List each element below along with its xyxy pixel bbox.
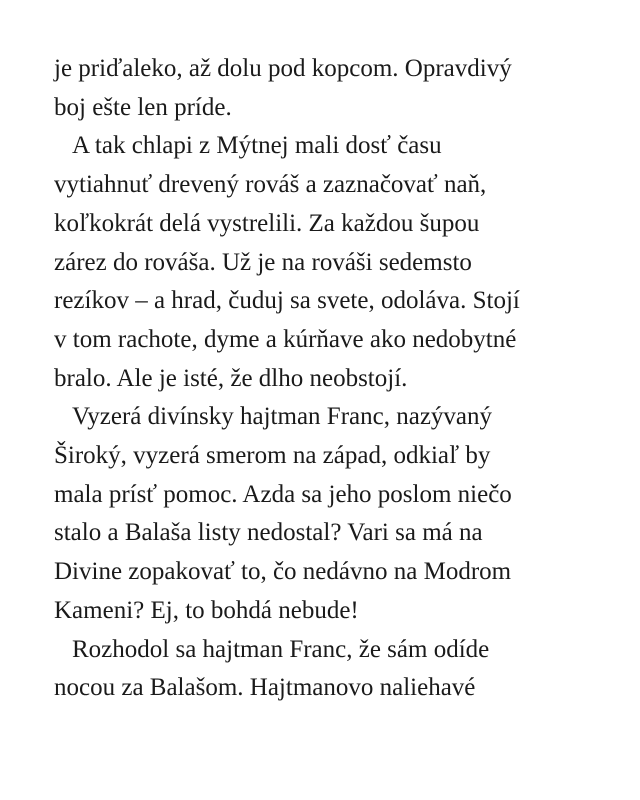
paragraph-2 [54,127,616,398]
text-line: Divine zopakovať to, čo nedávno na Modrom [54,558,512,586]
paragraph-4 [54,631,616,708]
paragraph-1 [54,50,616,127]
text-line: Kameni? Ej, to bohdá nebude! [54,596,359,624]
text-line: boj ešte len príde. [54,93,232,121]
text-line: mala prísť pomoc. Azda sa jeho poslom niečo [54,480,512,508]
text-line: je priďaleko, až dolu pod kopcom. Opravdivý [54,55,512,82]
text-line: nocou za Balašom. Hajtmanovo naliehavé [54,674,476,702]
text-line: Široký, vyzerá smerom na západ, odkiaľ by [54,442,491,470]
text-line: rezíkov – a hrad, čuduj sa svete, odoláva. Stojí [54,287,520,315]
text-line: A tak chlapi z Mýtnej mali dosť času [72,132,442,160]
text-line: stalo a Balaša listy nedostal? Vari sa má na [54,519,483,547]
text-line: Vyzerá divínsky hajtman Franc, nazývaný [72,403,493,431]
text-line: zárez do rováša. Už je na rováši sedemsto [54,248,472,276]
paragraph-3 [54,398,616,630]
text-line: koľkokrát delá vystrelili. Za každou šupou [54,209,480,237]
text-line: v tom rachote, dyme a kúrňave ako nedobytné [54,325,517,353]
text-line: Rozhodol sa hajtman Franc, že sám odíde [72,635,490,663]
text-line: vytiahnuť drevený rováš a zaznačovať naň, [54,171,487,199]
text-line: bralo. Ale je isté, že dlho neobstojí. [54,364,408,392]
